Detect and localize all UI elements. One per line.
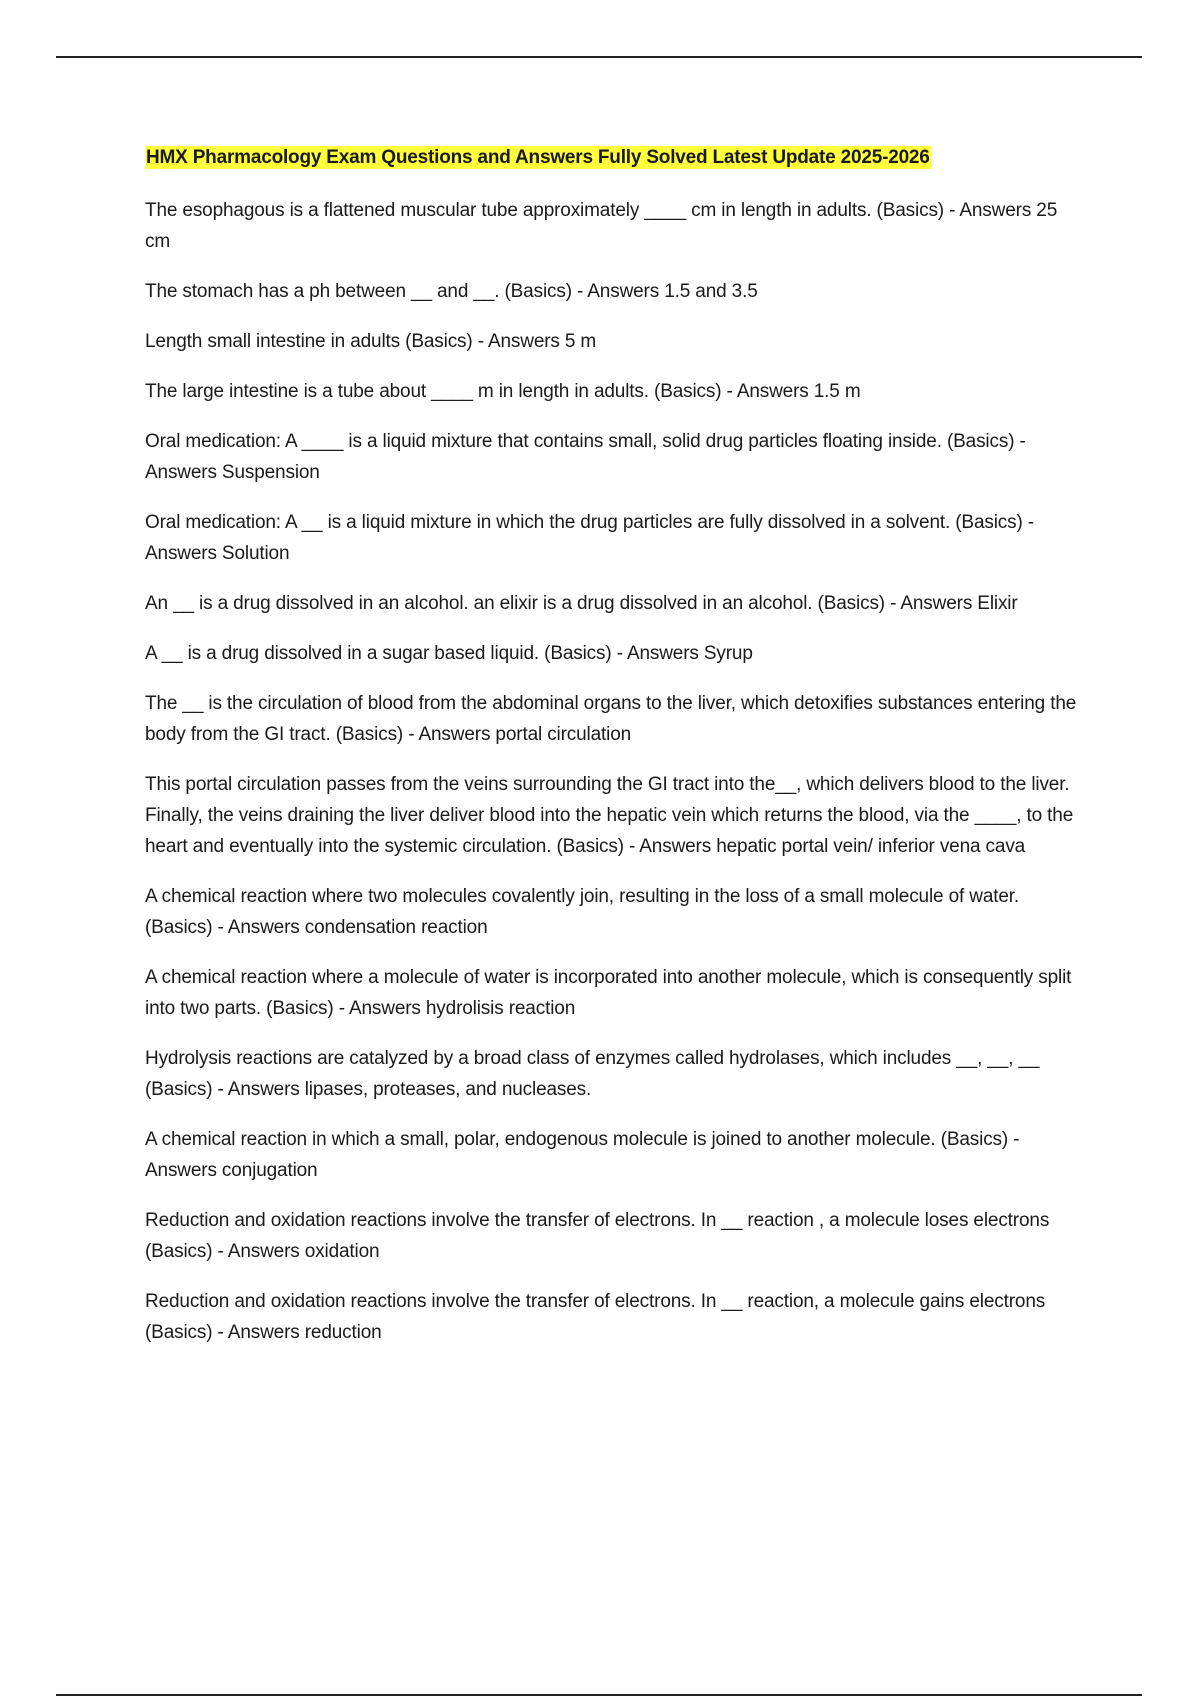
qa-entry: A chemical reaction where two molecules covalently join, resulting in the loss of a small molecule of water. (Basics) - Answers condensation reaction (145, 886, 1020, 938)
qa-entry: The stomach has a ph between __ and __. (Basics) - Answers 1.5 and 3.5 (145, 281, 758, 302)
qa-entry: Length small intestine in adults (Basics) - Answers 5 m (145, 331, 597, 352)
qa-entry: A __ is a drug dissolved in a sugar based liquid. (Basics) - Answers Syrup (145, 643, 753, 664)
qa-entry: A chemical reaction where a molecule of water is incorporated into another molecule, which is consequently split into two parts. (Basics) - Answers hydrolisis reaction (145, 967, 1072, 1019)
qa-entry: The esophagous is a flattened muscular tube approximately ____ cm in length in adults. (Basics) - Answers 25 cm (145, 200, 1058, 252)
qa-entry: This portal circulation passes from the veins surrounding the GI tract into the__, which delivers blood to the liver. Finally, the veins draining the liver deliver blood into the hepatic vein which returns the blood, via the ____, to the heart and eventually into the systemic circulation. (Basics) - Answers hepatic portal vein/ inferior vena cava (145, 774, 1074, 857)
document-title-line (145, 144, 1085, 173)
footer-rule (56, 1694, 1142, 1696)
qa-entry: Reduction and oxidation reactions involve the transfer of electrons. In __ reaction , a molecule loses electrons (Basics) - Answers oxidation (145, 1210, 1050, 1262)
qa-entry: Reduction and oxidation reactions involve the transfer of electrons. In __ reaction, a molecule gains electrons (Basics) - Answers reduction (145, 1291, 1046, 1343)
qa-entry: Oral medication: A ____ is a liquid mixture that contains small, solid drug particles floating inside. (Basics) - Answers Suspension (145, 431, 1026, 483)
qa-entry: The large intestine is a tube about ____ m in length in adults. (Basics) - Answers 1.5 m (145, 381, 861, 402)
header-rule (56, 56, 1142, 58)
qa-entry: A chemical reaction in which a small, polar, endogenous molecule is joined to another molecule. (Basics) - Answers conjugation (145, 1129, 1020, 1181)
document-title: HMX Pharmacology Exam Questions and Answers Fully Solved Latest Update 2025-2026 (146, 147, 930, 168)
document-body (145, 144, 1085, 1367)
qa-entry: The __ is the circulation of blood from the abdominal organs to the liver, which detoxifies substances entering the body from the GI tract. (Basics) - Answers portal circulation (145, 693, 1077, 745)
qa-entry: Hydrolysis reactions are catalyzed by a broad class of enzymes called hydrolases, which includes __, __, __ (Basics) - Answers lipases, proteases, and nucleases. (145, 1048, 1040, 1100)
qa-entry: An __ is a drug dissolved in an alcohol. an elixir is a drug dissolved in an alcohol. (Basics) - Answers Elixir (145, 593, 1018, 614)
qa-entry: Oral medication: A __ is a liquid mixture in which the drug particles are fully dissolved in a solvent. (Basics) - Answers Solution (145, 512, 1034, 564)
